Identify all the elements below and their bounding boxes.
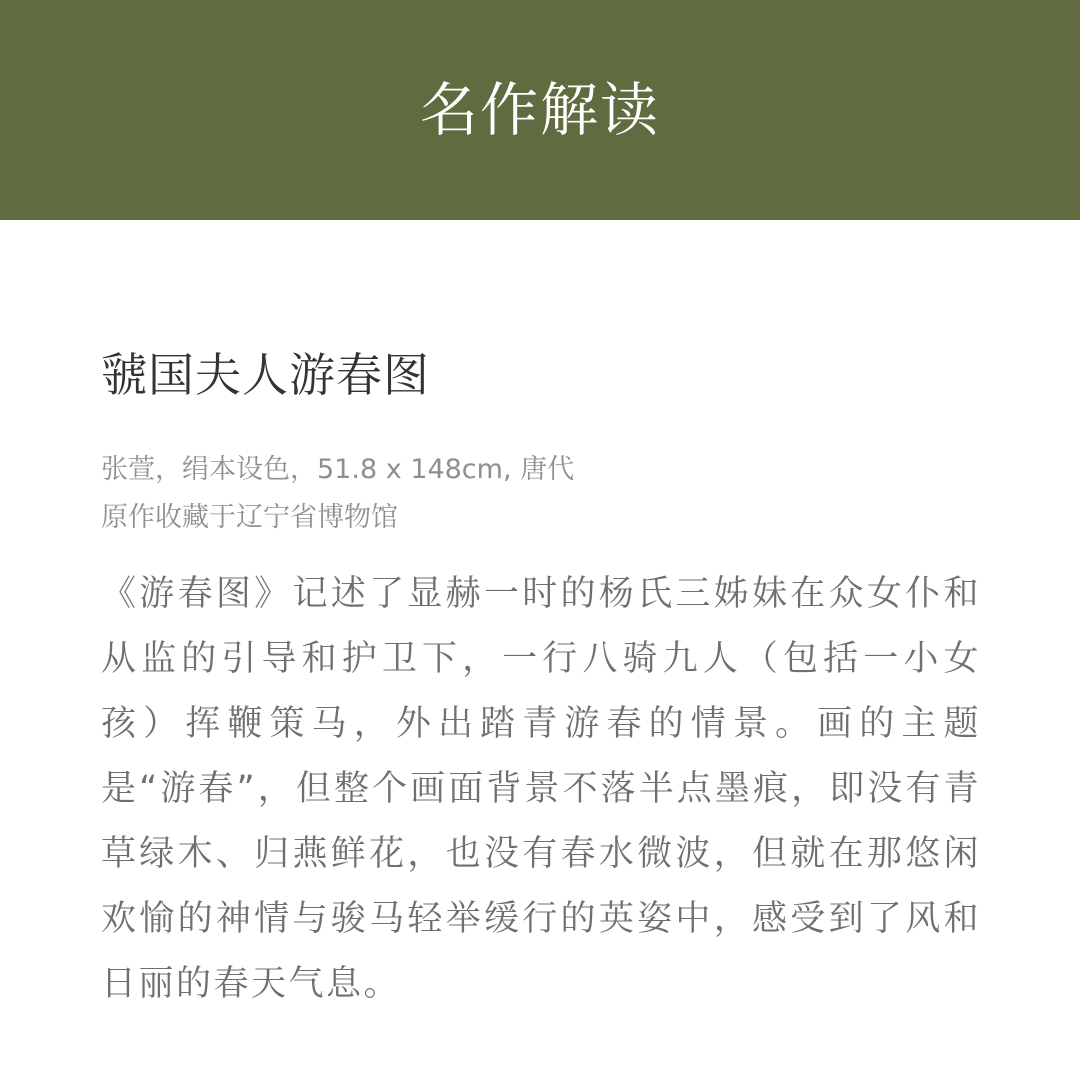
header-banner <box>0 0 1080 220</box>
artwork-title: 虢国夫人游春图 <box>101 348 430 402</box>
artwork-content <box>101 340 981 1017</box>
artwork-meta <box>101 446 981 542</box>
artwork-meta-collection: 原作收藏于辽宁省博物馆 <box>101 502 398 533</box>
page-title: 名作解读 <box>419 76 660 144</box>
artwork-description: 《游春图》记述了显赫一时的杨氏三姊妹在众女仆和从监的引导和护卫下，一行八骑九人（包括一小女孩）挥鞭策马，外出踏青游春的情景。画的主题是“游春”，但整个画面背景不落半点墨痕，即没有青草绿木、归燕鲜花，也没有春水微波，但就在那悠闲欢愉的神情与骏马轻举缓行的英姿中，感受到了风和日丽的春天气息。 <box>101 574 981 1004</box>
artwork-meta-details: 张萱，绢本设色，51.8 x 148cm, 唐代 <box>101 454 575 485</box>
